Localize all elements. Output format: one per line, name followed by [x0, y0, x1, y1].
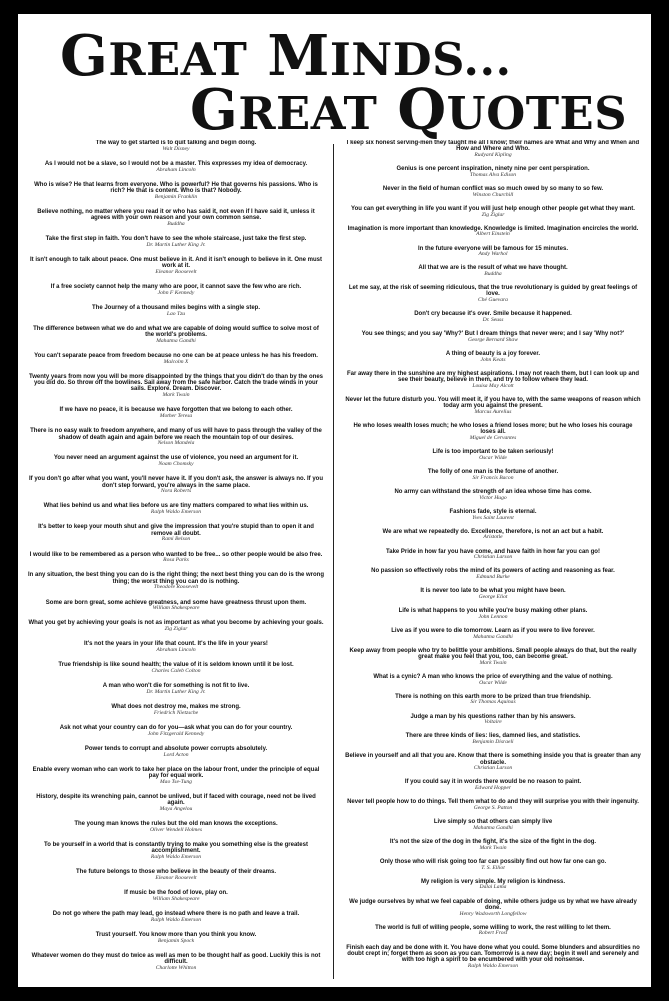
quote-text: If we have no peace, it is because we have forgotten that we belong to each other.: [59, 407, 293, 414]
quote-item: [28, 476, 324, 495]
quote-item: [28, 353, 324, 366]
quote-item: [345, 799, 641, 812]
quote-text: Never in the field of human conflict was so much owed by so many to so few.: [382, 185, 604, 192]
quote-item: [345, 568, 641, 581]
quote-author: Abraham Lincoln: [156, 647, 196, 654]
quote-text: It isn't enough to talk about peace. One must believe in it. And it isn't enough to believe in it. One must work at it.: [30, 257, 322, 270]
quote-item: [345, 246, 641, 259]
quote-text: Never let the future disturb you. You will meet it, if you have to, with the same weapons of reason which today arm you against the present.: [345, 397, 641, 410]
quote-item: [28, 209, 324, 228]
quote-item: [345, 166, 641, 179]
quote-author: Nelson Mandela: [157, 440, 195, 447]
quote-item: [28, 890, 324, 903]
quote-item: [28, 524, 324, 543]
quote-item: [345, 311, 641, 324]
quote-text: It is never too late to be what you might have been.: [420, 588, 566, 595]
quote-text: There is nothing on this earth more to be prized than true friendship.: [395, 693, 591, 700]
quote-text: Imagination is more important than knowledge. Knowledge is limited. Imagination encircles the world.: [347, 225, 639, 232]
quote-item: [345, 779, 641, 792]
quote-author: William Shakespeare: [152, 605, 200, 612]
quote-text: Whatever women do they must do twice as well as men to be thought half as good. Luckily this is not difficult.: [31, 952, 321, 965]
quote-text: The difference between what we do and what we are capable of doing would suffice to solve most of the world's problems.: [33, 325, 319, 339]
quote-item: [345, 819, 641, 832]
quote-text: A man who won't die for something is not fit to live.: [102, 683, 250, 690]
quote-item: [345, 628, 641, 641]
quote-item: [345, 549, 641, 562]
quote-item: [345, 331, 641, 344]
quote-author: John Keats: [480, 356, 506, 363]
quote-text: Judge a man by his questions rather than by his answers.: [410, 713, 576, 720]
quote-item: [28, 182, 324, 201]
quote-author: Christian Larson: [473, 765, 513, 772]
quote-author: Abraham Lincoln: [156, 166, 196, 173]
quote-text: You can get everything in life you want if you will just help enough other people get what they want.: [351, 205, 635, 212]
quote-text: The way to get started is to quit talking and begin doing.: [95, 140, 257, 146]
quote-author: Aristotle: [483, 534, 503, 541]
quote-author: Rosa Parks: [163, 557, 189, 564]
quote-text: The folly of one man is the fortune of another.: [427, 469, 559, 476]
quote-author: Buddha: [484, 271, 502, 278]
quote-author: Oscar Wilde: [479, 679, 507, 686]
quote-item: [345, 694, 641, 707]
quote-author: Thomas Alva Edison: [469, 171, 517, 178]
quote-author: Charlotte Whitton: [155, 964, 197, 971]
quote-text: Believe in yourself and all that you are. Know that there is something inside you that is greater than any obstacle.: [345, 753, 641, 766]
quote-author: Dalai Lama: [479, 884, 507, 891]
quote-author: Rami Belson: [161, 536, 191, 543]
quote-author: William Shakespeare: [152, 895, 200, 902]
quote-author: Benjamin Disraeli: [472, 739, 514, 746]
quote-text: We are what we repeatedly do. Excellence, therefore, is not an act but a habit.: [382, 528, 604, 535]
quote-item: [345, 839, 641, 852]
quote-text: It's not the size of the dog in the fight, it's the size of the fight in the dog.: [389, 839, 597, 845]
quote-item: [28, 842, 324, 861]
quote-author: Ché Guevara: [478, 297, 508, 304]
quote-author: T. S. Elliot: [481, 864, 505, 871]
quote-author: Ralph Waldo Emerson: [150, 509, 202, 516]
quote-text: What lies behind us and what lies before us are tiny matters compared to what lies within us.: [43, 503, 309, 510]
quote-text: If music be the food of love, play on.: [124, 890, 228, 897]
quote-author: Mark Twain: [162, 392, 190, 399]
quote-text: Keep away from people who try to belittle your ambitions. Small people always do that, but the really great make you feel that you, too, can become great.: [349, 647, 637, 661]
quote-text: In any situation, the best thing you can do is the right thing; the next best thing you can do is the wrong thing; the worst thing you can do is nothing.: [28, 572, 324, 585]
quote-item: [345, 945, 641, 970]
title-line-2: GREAT QUOTES: [190, 77, 628, 143]
title-line-1: GREAT MINDS...: [60, 23, 512, 89]
quote-author: Zig Ziglar: [164, 626, 188, 633]
quote-author: Lord Acton: [163, 751, 189, 758]
poster-sheet: [18, 14, 651, 987]
quote-text: A thing of beauty is a joy forever.: [445, 351, 541, 358]
quote-item: [28, 455, 324, 468]
quote-item: [345, 186, 641, 199]
quote-author: Yves Saint Laurent: [472, 514, 514, 521]
quote-text: True friendship is like sound health; the value of it is seldom known until it be lost.: [58, 662, 294, 669]
quote-author: John Fitzgerald Kennedy: [147, 730, 205, 737]
left-quote-column: [28, 140, 324, 985]
quote-author: Noam Chomsky: [158, 461, 194, 468]
quote-item: [28, 767, 324, 786]
quote-author: Maya Angelou: [159, 805, 193, 812]
quote-item: [345, 140, 641, 159]
quote-author: Dr. Martin Luther King Jr.: [146, 688, 206, 695]
quote-author: George S. Patton: [473, 805, 513, 812]
quote-author: Eleanor Roosevelt: [155, 874, 197, 881]
quote-author: Oliver Wendell Holmes: [150, 826, 202, 833]
quote-item: [345, 529, 641, 542]
quote-author: Ralph Waldo Emerson: [467, 962, 519, 969]
quote-text: Who is wise? He that learns from everyone. Who is powerful? He that governs his passions. Who is rich? He that is content. Who is that? Nobody.: [34, 181, 318, 195]
quote-author: Edward Hopper: [475, 785, 511, 792]
quote-author: Theodore Roosevelt: [153, 584, 199, 591]
quote-item: [345, 226, 641, 239]
quote-author: Charles Caleb Colton: [151, 668, 201, 675]
quote-text: It's not the years in your life that count. It's the life in your years!: [84, 641, 268, 648]
quote-item: [28, 746, 324, 759]
quote-text: Live as if you were to die tomorrow. Learn as if you were to live forever.: [391, 627, 595, 634]
quote-author: Andy Warhol: [478, 251, 508, 258]
quote-text: Genius is one percent inspiration, ninety nine per cent perspiration.: [396, 166, 590, 173]
quote-text: The Journey of a thousand miles begins with a single step.: [91, 305, 261, 312]
quote-text: If a free society cannot help the many who are poor, it cannot save the few who are rich.: [50, 284, 302, 291]
quote-text: Let me say, at the risk of seeming ridiculous, that the true revolutionary is guided by great feelings of love.: [348, 285, 638, 298]
quote-text: Only those who will risk going too far can possibly find out how far one can go.: [379, 858, 607, 865]
quote-author: Zig Ziglar: [481, 211, 505, 218]
quote-author: Dr. Martin Luther King Jr.: [146, 241, 206, 248]
quote-item: [28, 257, 324, 276]
quote-item: [28, 794, 324, 813]
quote-item: [28, 662, 324, 675]
quote-item: [28, 572, 324, 591]
quote-author: Sir Francis Bacon: [472, 474, 514, 481]
quote-item: [345, 509, 641, 522]
quote-item: [28, 932, 324, 945]
quote-text: Take the first step in faith. You don't have to see the whole staircase, just take the first step.: [45, 236, 307, 243]
quote-text: Far away there in the sunshine are my highest aspirations. I may not reach them, but I can look up and see their beauty, believe in them, and try to follow where they lead.: [346, 370, 640, 384]
quote-item: [345, 859, 641, 872]
quote-text: My religion is very simple. My religion is kindness.: [420, 878, 566, 885]
quote-item: [28, 428, 324, 447]
quote-author: Miguel de Cervantes: [469, 435, 517, 442]
column-divider: [333, 144, 334, 979]
quote-item: [28, 326, 324, 345]
quote-author: Dr. Seuss: [482, 317, 504, 324]
quote-item: [345, 588, 641, 601]
quote-item: [345, 648, 641, 667]
quote-text: In the future everyone will be famous for 15 minutes.: [417, 245, 569, 252]
quote-text: Ask not what your country can do for you—ask what you can do for your country.: [59, 725, 293, 731]
quote-text: He who loses wealth loses much; he who loses a friend loses more; but he who loses his courage loses all.: [353, 423, 633, 436]
quote-text: Trust yourself. You know more than you think you know.: [95, 931, 257, 938]
quote-item: [345, 351, 641, 364]
quote-text: Never tell people how to do things. Tell them what to do and they will surprise you with their ingenuity.: [347, 799, 639, 806]
quote-item: [345, 449, 641, 462]
quote-author: Louisa May Alcott: [472, 382, 514, 389]
quote-item: [345, 397, 641, 416]
quote-item: [28, 704, 324, 717]
quote-text: Do not go where the path may lead, go instead where there is no path and leave a trail.: [52, 910, 300, 917]
quote-text: Take Pride in how far you have come, and have faith in how far you can go!: [386, 548, 600, 555]
quote-item: [28, 552, 324, 565]
quote-item: [28, 407, 324, 420]
quote-author: Eleanor Roosevelt: [155, 268, 197, 275]
quote-item: [28, 161, 324, 174]
quote-author: Victor Hugo: [479, 494, 507, 501]
quote-text: Enable every woman who can work to take her place on the labour front, under the principle of equal pay for equal work.: [32, 766, 320, 780]
quote-text: All that we are is the result of what we have thought.: [418, 265, 568, 272]
quote-author: Mahatma Gandhi: [473, 633, 513, 640]
quote-item: [345, 206, 641, 219]
quote-item: [28, 620, 324, 633]
quote-author: Sir Thomas Aquinas: [470, 699, 516, 706]
quote-text: Power tends to corrupt and absolute power corrupts absolutely.: [84, 745, 268, 752]
quote-text: To be yourself in a world that is constantly trying to make you something else is the greatest accomplishment.: [44, 842, 308, 855]
quote-text: What you get by achieving your goals is not as important as what you become by achieving your goals.: [28, 620, 324, 627]
quote-author: Mahatma Gandhi: [473, 824, 513, 831]
right-quote-column: [345, 140, 641, 985]
quote-author: Robert Frost: [478, 930, 508, 937]
quote-item: [345, 925, 641, 938]
quote-item: [28, 600, 324, 613]
quote-item: [345, 265, 641, 278]
quote-item: [28, 683, 324, 696]
quote-author: Mark Twain: [479, 659, 507, 666]
quote-item: [345, 674, 641, 687]
quote-text: It's better to keep your mouth shut and give the impression that you're stupid than to open it and remove all doubt.: [38, 524, 314, 537]
quote-text: There is no easy walk to freedom anywhere, and many of us will have to pass through the valley of the shadow of death again and again before we reach the mountain top of our desires.: [30, 428, 322, 441]
quote-author: John Lennon: [478, 613, 508, 620]
quote-author: Marcus Aurelius: [474, 408, 512, 415]
quote-item: [345, 371, 641, 390]
quote-item: [28, 284, 324, 297]
quote-author: Albert Einstein: [476, 231, 510, 238]
quote-author: George Eliot: [478, 593, 508, 600]
quote-text: The world is full of willing people, some willing to work, the rest willing to let them.: [375, 924, 611, 931]
quote-item: [345, 469, 641, 482]
quote-text: No army can withstand the strength of an idea whose time has come.: [394, 488, 592, 495]
quote-item: [345, 423, 641, 442]
quote-text: The future belongs to those who believe in the beauty of their dreams.: [75, 869, 277, 876]
quote-author: Friedrich Nietzsche: [153, 709, 199, 716]
quote-item: [28, 236, 324, 249]
quote-item: [345, 879, 641, 892]
quote-text: Life is too important to be taken seriously!: [432, 449, 554, 456]
quote-author: Rudyard Kipling: [474, 151, 512, 158]
quote-item: [28, 140, 324, 153]
quote-item: [28, 953, 324, 972]
quote-item: [28, 821, 324, 834]
quote-author: Mao Tse-Tung: [160, 778, 192, 785]
quote-item: [345, 608, 641, 621]
quote-author: Winston Churchill: [472, 191, 514, 198]
quote-author: Ralph Waldo Emerson: [150, 853, 202, 860]
quote-author: Benjamin Franklin: [154, 193, 198, 200]
quote-item: [28, 641, 324, 654]
quote-text: History, despite its wrenching pain, cannot be unlived, but if faced with courage, need not be lived again.: [36, 793, 316, 807]
quote-item: [28, 869, 324, 882]
quote-text: There are three kinds of lies: lies, damned lies, and statistics.: [405, 733, 581, 740]
quote-author: Mark Twain: [479, 844, 507, 851]
quote-author: Mother Teresa: [159, 413, 193, 420]
quote-text: I keep six honest serving-men they taught me all I know; their names are What and Why and When and How and Where and Who.: [346, 140, 640, 153]
quote-text: Don't cry because it's over. Smile because it happened.: [414, 311, 572, 318]
quote-item: [345, 714, 641, 727]
quote-text: Live simply so that others can simply live: [433, 819, 553, 826]
quote-item: [28, 374, 324, 399]
quote-text: No passion so effectively robs the mind of its powers of acting and reasoning as fear.: [371, 568, 615, 575]
quote-author: Henry Wadsworth Longfellow: [459, 910, 527, 917]
quote-author: Edmund Burke: [476, 574, 510, 581]
quote-text: Life is what happens to you while you're busy making other plans.: [398, 608, 588, 615]
quote-author: Malcolm X: [163, 358, 189, 365]
quote-text: Finish each day and be done with it. You have done what you could. Some blunders and absurdities no doubt crept in; forget them as soon as you can. Tomorrow is a new day; begin it well and serenely and with too high a spirit to be encumbered with your old nonsense.: [346, 944, 640, 963]
quote-item: [345, 489, 641, 502]
quote-author: Ralph Waldo Emerson: [150, 916, 202, 923]
quote-text: We judge ourselves by what we feel capable of doing, while others judge us by what we have already done.: [349, 898, 637, 911]
quote-author: Nora Roberts: [160, 488, 192, 495]
quote-text: Believe nothing, no matter where you read it or who has said it, not even if I have said it, unless it agrees with your own reason and your own common sense.: [37, 208, 315, 222]
quote-text: You see things; and you say 'Why?' But I dream things that never were; and I say 'Why not?': [361, 331, 625, 338]
quote-author: Mahatma Gandhi: [156, 337, 196, 344]
quote-item: [345, 285, 641, 304]
quote-item: [28, 305, 324, 318]
quote-author: Buddha: [167, 220, 185, 227]
quote-text: Some are born great, some achieve greatness, and some have greatness thrust upon them.: [45, 599, 307, 606]
quote-text: What is a cynic? A man who knows the price of everything and the value of nothing.: [373, 673, 613, 680]
quote-item: [28, 911, 324, 924]
quote-text: You never need an argument against the use of violence, you need an argument for it.: [53, 455, 299, 462]
quote-author: Benjamin Spock: [157, 937, 195, 944]
quote-author: Lao Tzu: [166, 310, 186, 317]
quote-item: [28, 503, 324, 516]
quote-author: Walt Disney: [162, 145, 190, 152]
quote-text: I would like to be remembered as a person who wanted to be free... so other people would be also free.: [29, 551, 323, 558]
quote-text: Fashions fade, style is eternal.: [449, 508, 537, 515]
quote-item: [345, 899, 641, 918]
quote-author: Voltaire: [484, 719, 502, 726]
quote-text: The young man knows the rules but the old man knows the exceptions.: [74, 821, 278, 828]
quote-author: John F Kennedy: [157, 289, 195, 296]
quote-author: George Bernard Shaw: [468, 336, 518, 343]
quote-text: As I would not be a slave, so I would not be a master. This expresses my idea of democracy.: [44, 160, 308, 167]
quote-text: Twenty years from now you will be more disappointed by the things that you didn't do than by the ones you did do. So throw off the bowlines. Sail away from the safe harbor. Catch the trade winds in your sails. Explore. Dream. Discover.: [28, 374, 323, 393]
quote-text: What does not destroy me, makes me strong.: [111, 704, 241, 711]
quote-author: Christian Larson: [473, 554, 513, 561]
quote-text: If you don't go after what you want, you'll never have it. If you don't ask, the answer is always no. If you don't step forward, you're always in the same place.: [29, 476, 323, 489]
quote-text: If you could say it in words there would be no reason to paint.: [404, 779, 582, 786]
quote-text: You can't separate peace from freedom because no one can be at peace unless he has his freedom.: [34, 353, 318, 360]
quote-item: [345, 733, 641, 746]
quote-item: [345, 753, 641, 772]
quote-author: Oscar Wilde: [479, 454, 507, 461]
quote-item: [28, 725, 324, 738]
